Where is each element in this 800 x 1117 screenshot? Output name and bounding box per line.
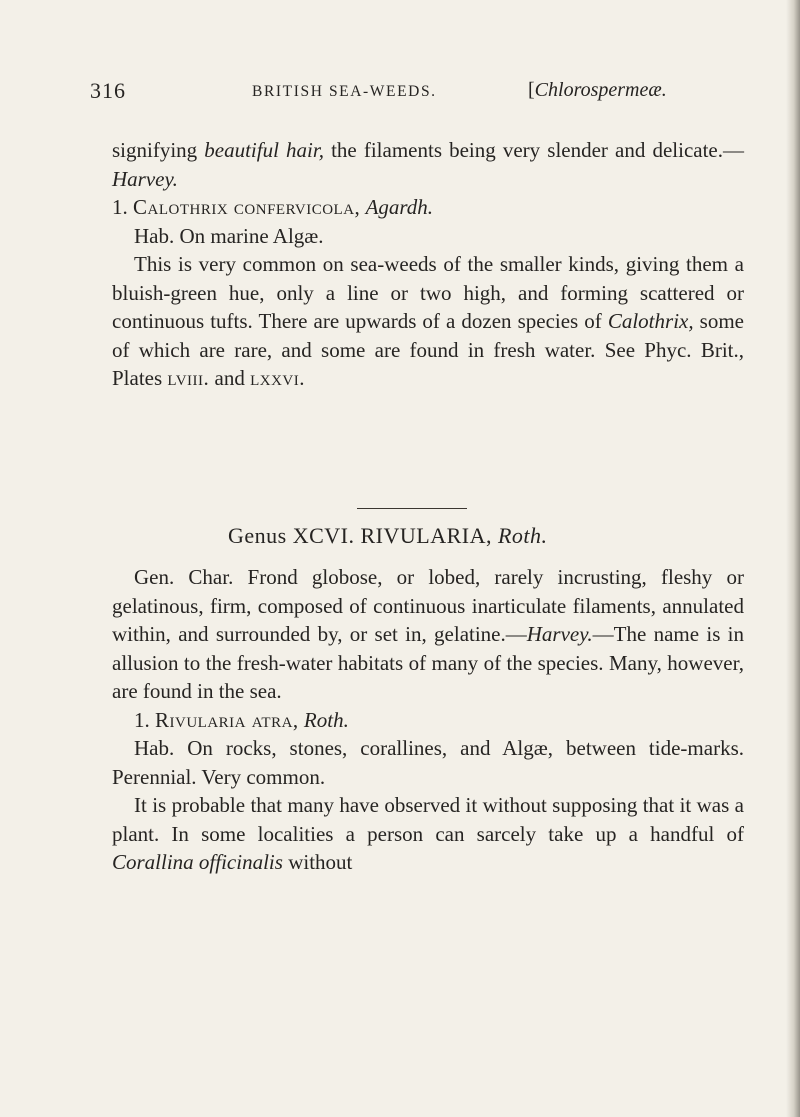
species-number: 1.	[134, 707, 150, 732]
plate-number: lxxvi.	[250, 366, 306, 390]
plate-join: and	[209, 366, 251, 390]
species-reference: Corallina officinalis	[112, 850, 283, 874]
genus-label: Genus XCVI. RIVULARIA,	[228, 523, 492, 548]
generic-character	[112, 563, 744, 706]
species-name: Rivularia atra,	[155, 707, 299, 732]
character-text: Gen. Char. Frond globose, or lobed, rarely incrusting, fleshy or gelatinous, firm, composed of continuous inarticulate filaments, annulated within, and surrounded by, or set in, gelatine.—	[112, 565, 744, 646]
genus-authority: Roth.	[497, 523, 548, 548]
running-header	[90, 78, 746, 108]
section-tag	[528, 79, 667, 102]
rivularia-section	[112, 563, 744, 877]
species-description	[112, 250, 744, 393]
author-citation: Harvey.	[112, 166, 178, 191]
description-text: some of which are rare, and some are found in fresh water. See Phyc. Brit., Plates	[112, 309, 744, 390]
page-edge-shadow	[786, 0, 800, 1117]
species-name: Calothrix confervicola,	[133, 195, 361, 219]
species-number: 1.	[112, 195, 128, 219]
italic-phrase: beautiful hair,	[204, 138, 324, 162]
calothrix-section	[112, 136, 744, 393]
species-authority: Agardh.	[365, 195, 434, 219]
description-text: It is probable that many have observed it without supposing that it was a plant. In some localities a person can sarcely take up a handful of	[112, 793, 744, 846]
species-heading	[112, 193, 744, 222]
character-text: —The name is in allusion to the fresh-water habitats of many of the species. Many, however, are found in the sea.	[112, 622, 744, 703]
habitat-line: Hab. On marine Algæ.	[134, 223, 324, 248]
description-text: without	[282, 850, 353, 874]
page-number: 316	[90, 78, 126, 103]
plate-number: lviii.	[167, 366, 210, 390]
species-description	[112, 791, 744, 877]
genus-heading	[228, 523, 548, 549]
running-title: BRITISH SEA-WEEDS.	[252, 83, 437, 100]
section-divider	[357, 508, 467, 509]
description-text: This is very common on sea-weeds of the smaller kinds, giving them a bluish-green hue, only a line or two high, and forming scattered or continuous tufts. There are upwards of a dozen species of	[112, 252, 744, 333]
species-authority: Roth.	[303, 707, 349, 732]
species-heading	[112, 706, 744, 735]
genus-name: Calothrix,	[607, 309, 694, 333]
paragraph-text: the filaments being very slender and delicate.—	[323, 138, 744, 162]
section-name: Chlorospermeæ.	[534, 79, 667, 101]
author-citation: Harvey.	[526, 622, 593, 646]
intro-text: signifying	[112, 138, 205, 162]
habitat-line: Hab. On rocks, stones, corallines, and Algæ, between tide-marks. Perennial. Very common.	[112, 736, 744, 789]
section-bracket: [	[528, 79, 535, 101]
continued-paragraph	[112, 136, 744, 193]
